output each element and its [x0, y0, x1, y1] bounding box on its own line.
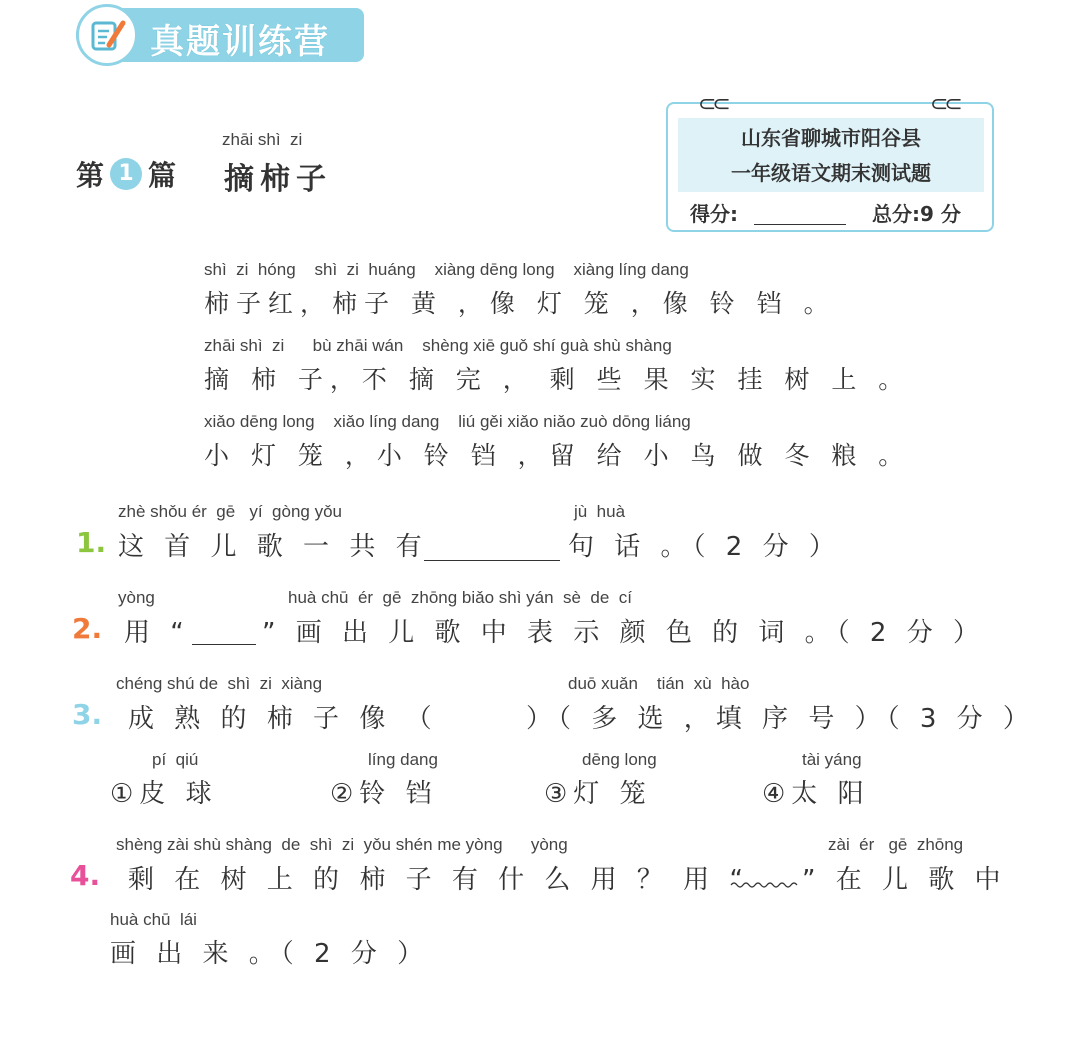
q3-pinyin: chéng shú de shì zi xiàng	[116, 674, 323, 693]
q3-answer-blank[interactable]	[426, 702, 524, 732]
q1-text: 这 首 儿 歌 一 共 有	[118, 532, 428, 562]
q4-pinyin: shèng zài shù shàng de shì zi yǒu shén me yòng yòng	[116, 835, 568, 854]
q2-text: 用 “	[124, 618, 190, 648]
poem-line: 摘 柿 子，不 摘 完 ， 剩 些 果 实 挂 树 上 。	[204, 365, 911, 394]
poem-line-pinyin: xiǎo dēng long xiǎo líng dang liú gěi xiǎo niǎo zuò dōng liáng	[204, 412, 691, 431]
option-pinyin: pí qiú	[152, 750, 199, 769]
edit-note-icon	[79, 7, 135, 63]
title-number-badge: 1	[110, 158, 142, 190]
q1-answer-blank[interactable]	[424, 560, 560, 561]
q3-text: 成 熟 的 柿 子 像 （	[128, 704, 438, 734]
title-suffix: 篇	[148, 159, 177, 192]
q4-number: 4.	[70, 859, 101, 892]
q1-text-tail: 句 话 。（ 2 分 ）	[568, 532, 841, 562]
score-label: 得分:	[690, 202, 738, 226]
title-prefix: 第	[76, 159, 105, 192]
q2-mark-blank[interactable]	[192, 644, 256, 645]
q4-text: 剩 在 树 上 的 柿 子 有 什 么 用 ？ 用 “	[128, 865, 749, 895]
banner-icon-badge	[76, 4, 138, 66]
score-input-line[interactable]	[754, 224, 846, 225]
title-pinyin: zhāi shì zi	[222, 130, 303, 149]
total-score: 总分:9 分	[872, 202, 961, 226]
option-pinyin: dēng long	[582, 750, 657, 769]
q4-text-tail: ” 在 儿 歌 中	[802, 865, 1007, 895]
option-item: ①皮 球	[110, 779, 218, 809]
q2-text-tail: ” 画 出 儿 歌 中 表 示 颜 色 的 词 。（ 2 分 ）	[262, 618, 985, 648]
option-item: ③灯 笼	[544, 779, 652, 809]
q4-text-line2: 画 出 来 。（ 2 分 ）	[110, 939, 430, 969]
q3-text-tail: ）（ 多 选 ，填 序 号 ）（ 3 分 ）	[526, 704, 1035, 734]
q4-wavy-mark-blank[interactable]	[730, 880, 798, 890]
q1-pinyin: zhè shǒu ér gē yí gòng yǒu	[118, 502, 342, 521]
poem-line-pinyin: shì zi hóng shì zi huáng xiàng dēng long xiàng líng dang	[204, 260, 689, 279]
binder-ring-icon: ⊂⊂	[698, 92, 727, 117]
poem-line: 柿子红，柿子 黄 ，像 灯 笼 ，像 铃 铛 。	[204, 289, 836, 318]
q2-pinyin-tail: huà chū ér gē zhōng biǎo shì yán sè de cí	[288, 588, 633, 607]
option-item: ②铃 铛	[330, 779, 438, 809]
poem-line: 小 灯 笼 ，小 铃 铛 ，留 给 小 鸟 做 冬 粮 。	[204, 441, 911, 470]
q4-pinyin-line2: huà chū lái	[110, 910, 197, 929]
q3-pinyin-tail: duō xuǎn tián xù hào	[568, 674, 750, 693]
option-item: ④太 阳	[762, 779, 870, 809]
q1-number: 1.	[76, 526, 107, 559]
option-pinyin: líng dang	[368, 750, 438, 769]
exam-region: 山东省聊城市阳谷县	[741, 126, 921, 150]
q2-number: 2.	[72, 612, 103, 645]
q3-number: 3.	[72, 698, 103, 731]
q4-pinyin-tail: zài ér gē zhōng	[828, 835, 964, 854]
q1-pinyin-tail: jù huà	[574, 502, 626, 521]
page-title: 摘柿子	[224, 162, 332, 197]
exam-name: 一年级语文期末测试题	[731, 161, 931, 185]
poem-line-pinyin: zhāi shì zi bù zhāi wán shèng xiē guǒ shí guà shù shàng	[204, 336, 672, 355]
q2-pinyin: yòng	[118, 588, 155, 607]
binder-ring-icon: ⊂⊂	[930, 92, 959, 117]
banner-title: 真题训练营	[150, 22, 330, 62]
option-pinyin: tài yáng	[802, 750, 862, 769]
